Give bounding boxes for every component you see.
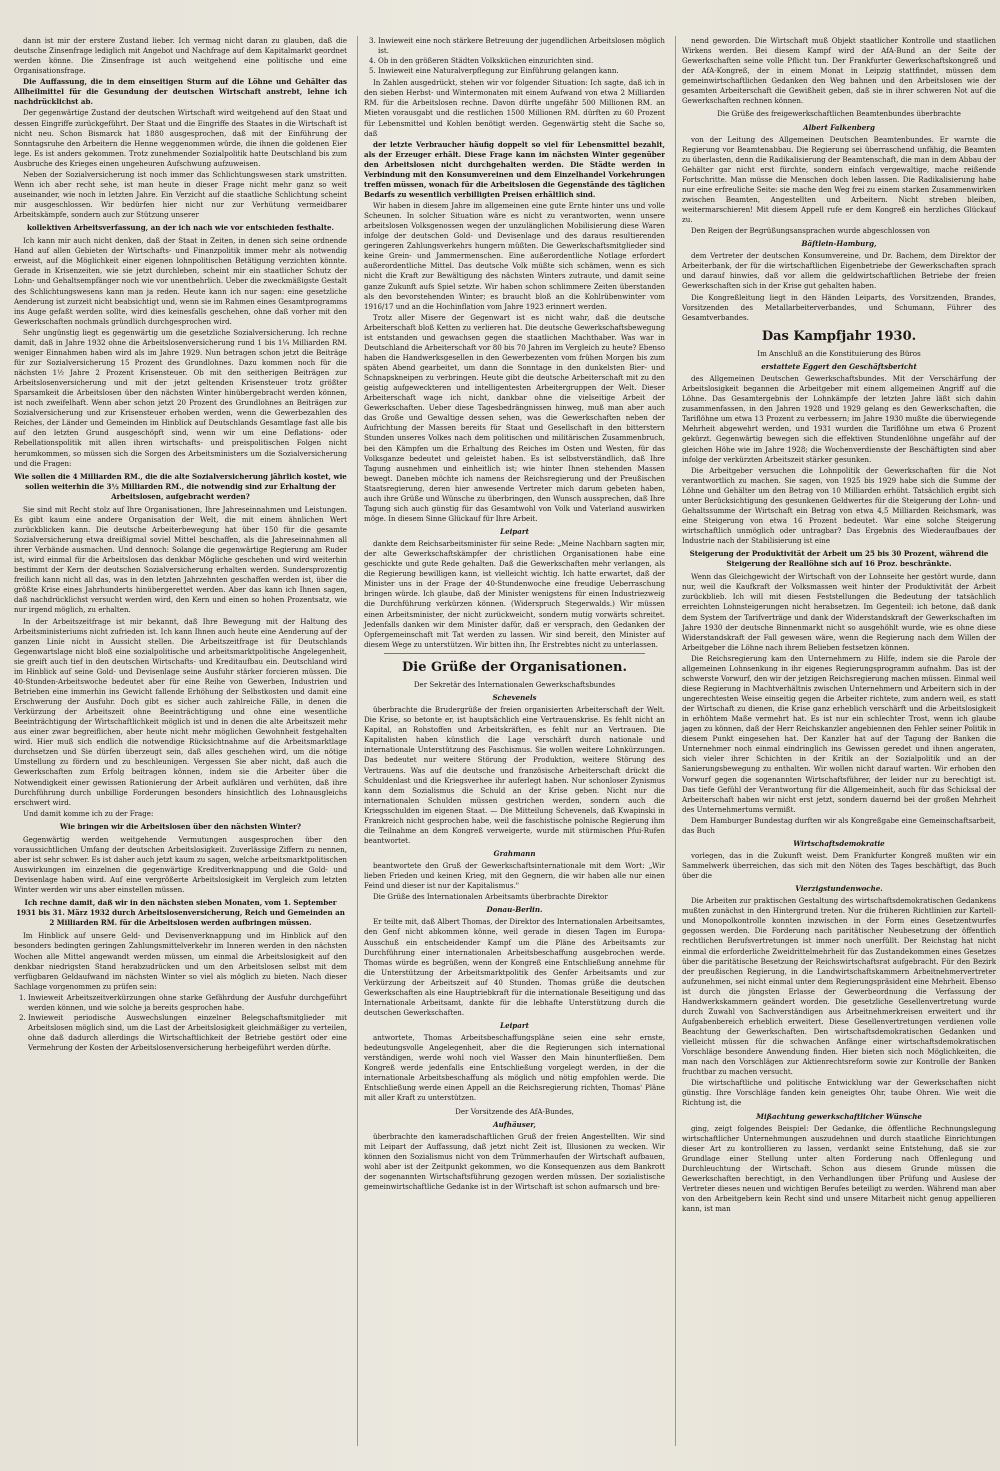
measures-list-continued: [364, 36, 665, 76]
paragraph-emphasis: Steigerung der Produktivität der Arbeit um 25 bis 30 Prozent, während die Steigerung der Reallöhne sich auf 16 Proz. beschränkte.: [689, 549, 989, 569]
speaker-name: Grahmann: [493, 849, 536, 858]
paragraph: Die Grüße des Internationalen Arbeitsamts überbrachte Direktor: [373, 892, 608, 902]
column-3: [675, 36, 996, 1446]
paragraph: dem Vertreter der deutschen Konsumvereine, und Dr. Bachem, dem Direktor der Arbeiterbank, der für die wirtschaftlichen Eigenbetriebe der Gewerkschaften sprach und darauf hinwies, daß vor allem die geldwirtschaftlichen Betriebe der freien Gewerkschaften sich in der Krise gut gehalten haben.: [682, 251, 996, 291]
paragraph: Die Grüße des freigewerkschaftlichen Beamtenbundes überbrachte: [717, 109, 961, 119]
paragraph: Die Arbeitgeber versuchen die Lohnpolitik der Gewerkschaften für die Not verantwortlich zu machen. Sie sagen, von 1925 bis 1929 habe sich die Summe der Löhne und Gehälter um den Betrag von 10 Milliarden erhöht. Tatsächlich ergibt sich unter Berücksichtigung des gesunkenen Geldwertes für die Steigerung der Lohn- und Gehaltssumme der Wirtschaft ein Betrag von etwa 4,5 Milliarden Reichsmark, was eine Steigerung von etwa 16 Prozent bedeutet. War eine solche Steigerung wirtschaftlich unmöglich oder untragbar? Das Ergebnis des Wiederaufbaues der Industrie nach der Stabilisierung ist eine: [682, 465, 996, 546]
paragraph: Trotz aller Misere der Gegenwart ist es nicht wahr, daß die deutsche Arbeiterschaft bloß Ketten zu verlieren hat. Die deutsche Gewerkschaftsbewegung ist entstanden und gewachsen gegen die staatlichen Machthaber. Was war in Deutschland die Arbeiterschaft vor 80 bis 70 Jahren im Vergleich zu heute? Ebenso haben die Handwerksgesellen in den Gewerbezenten vom frühen Morgen bis zum späten Abend gearbeitet, um dann die Sonntage in den dunkelsten Bier- und Schnapskneipen zu verbringen. Heute gibt die deutsche Arbeiterschaft mit zu den geistig aufgeweckteren und intelligentesten Arbeitergruppen der Welt. Dieser Arbeiterschaft wage ich nicht, dankbar ohne die vielseitige Arbeit der Gewerkschaften. Ueber diese Tagesbedrängnissen hinweg, muß man aber auch das Große und Gewaltige dessen sehen, was die Gewerkschaften neben der Aufrichtung der Massen bereits für Staat und Gesellschaft in den bitterstern Stunden unseres Volkes nach dem politischen und militärischen Zusammenbruch, bei den Kämpfen um die Erhaltung des Reiches im Osten und Westen, für das Volksganze bedeutet und geleistet haben. Es ist selbstverständlich, daß Ihre Tagung ausnehmen und einheitlich ist; wie hinter Ihnen stehenden Massen bewegt. Daneben möchte ich namens der Reichsregierung und der Preußischen Staatsregierung, deren hier anwesende Vertreter mich darum gebeten haben, auch ihre Grüße und Wünsche zu überbringen, den Wunsch aussprechen, daß Ihre Tagung sich auch günstig für das Gesamtwohl von Volk und Vaterland auswirken möge. In diesem Sinne Glückauf für Ihre Arbeit.: [364, 312, 665, 523]
paragraph: beantwortete den Gruß der Gewerkschaftsinternationale mit dem Wort: „Wir lieben Frieden und keinen Krieg, mit den Gegnern, die wir haben alle nur einen Feind und dieser ist nur der Kapitalismus.": [364, 861, 665, 891]
paragraph: Die wirtschaftliche und politische Entwicklung war der Gewerkschaften nicht günstig. Ihre Vorschläge fanden kein geneigtes Ohr, taube Ohren. Wie weit die Richtung ist, die: [682, 1078, 996, 1108]
paragraph: Er teilte mit, daß Albert Thomas, der Direktor des Internationalen Arbeitsamtes, den Genf nicht abkommen könne, weil gerade in diesen Tagen im Europa-Ausschuß ein entscheidender Kampf um die Pläne des Arbeitsamts zur Durchführung einer internationalen Arbeitsbeschaffung ausgebrochen werde. Thomas würde es begrüßen, wenn der Kongreß eine Entschließung annehme für die Unterstützung der Arbeitsmarktpolitik des Genfer Arbeitsamts und zur Verkürzung der Arbeitszeit auf 40 Stunden. Thomas grüße die deutschen Gewerkschaften als eine Hauptriebkraft für die internationale Beseitigung und das Internationale Arbeitsamt, dankte für die lebhafte Unterstützung durch die deutschen Gewerkschaften.: [364, 917, 665, 1017]
paragraph: Ich kann mir auch nicht denken, daß der Staat in Zeiten, in denen sich seine ordnende Hand auf allen Gebieten der Wirtschafts- und Finanzpolitik immer mehr als notwendig erweist, auf die Möglichkeit einer eigenen lohnpolitischen Betätigung verzichten könnte. Gerade in Krisenzeiten, wie sie jetzt durchleben, scheint mir ein staatlicher Schutz der Lohn- und Gehaltsempfänger noch wie vor unentbehrlich. Ueber die zweckmäßigste Gestalt des Schlichtungswesens kann man ja reden. Heute kann ich nur sagen: eine gesetzliche Aenderung ist zurzeit nicht beabsichtigt und, wenn sie im Rahmen eines Gesamtprogramms ins Auge gefaßt werden sollte, wird dies keinesfalls geschehen, ohne daß vorher mit den Gewerkschaften nochmals gründlich durchgesprochen wird.: [14, 236, 347, 326]
section-heading: Das Kampfjahr 1930.: [761, 328, 917, 344]
list-item: 4. Ob in den größeren Städten Volksküchen einzurichten sind.: [378, 56, 665, 66]
paragraph: Der Sekretär des Internationalen Gewerkschaftsbundes: [413, 680, 616, 689]
text-columns: [14, 36, 996, 1446]
speaker-name: Leipart: [500, 1021, 529, 1030]
paragraph-emphasis: der letzte Verbraucher häufig doppelt so viel für Lebensmittel bezahlt, als der Erzeuger erhält. Diese Frage kann im nächsten Winter gegenüber den Arbeitslosen nicht durchgehalten werden. Die Städte werden in Verbindung mit den Konsumvereinen und dem Einzelhandel Vorkehrungen treffen müssen, wonach für die Arbeitslosen die Gegenstände des täglichen Bedarfs zu wesentlich verbilligten Preisen erhältlich sind.: [364, 139, 665, 199]
paragraph: Sie sind mit Recht stolz auf Ihre Organisationen, Ihre Jahreseinnahmen und Leistungen. Es gibt kaum eine andere Organisation der Welt, die mit einem ähnlichen Wert zurückblicken kann. Die deutsche Arbeiterbewegung hat über 150 für die gesamte Sozialversicherung etwa dreißigmal soviel Mittel beschaffen, als die Jahreseinnahmen all ihrer Verbände ausmachen. Und dennoch: Solange die gegenwärtige Regierung am Ruder ist, wird einmal für die Arbeitslosen das denkbar Mögliche geschehen und wird weiterhin bestimmt der Kern der deutschen Sozialversicherung erhalten werden. Sundersprozentig freilich kann nicht all das, was in den letzten Jahrzehnten geschaffen werden ist, über die größte Krise eines Jahrhunderts hinübergerettet werden. Aber das kann ich Ihnen sagen, daß nachdrücklichst versucht werden wird, den Kern und einen so hohen Prozentsatz, wie nur irgend möglich, zu erhalten.: [14, 504, 347, 615]
list-item: 1. Inwieweit Arbeitszeitverkürzungen ohne starke Gefährdung der Ausfuhr durchgeführt werden können, und wie solche ja bereits gesprochen habe.: [28, 993, 347, 1013]
speaker-name: Leipart: [500, 527, 529, 536]
list-item: 5. Inwieweit eine Naturalverpflegung zur Einführung gelangen kann.: [378, 66, 665, 76]
paragraph: Dem Hamburger Bundestag durften wir als Kongreßgabe eine Gemeinschaftsarbeit, das Buch: [682, 815, 996, 835]
paragraph: Der gegenwärtige Zustand der deutschen Wirtschaft wird weitgehend auf den Staat und dessen Eingriffe zurückgeführt. Der Staat und die Eingriffe des Staates in die Wirtschaft ist nicht neu. Schon Bismarck hat 1880 ausgesprochen, daß mit der Einführung der Sonntagsruhe den Arbeitern die Henne weggenommen würde, die ihnen die goldenen Eier lege. Es ist anders gekommen. Trotz zunehmender Sozialpolitik hatte Deutschland bis zum Ausbruche des Krieges einen ungeheuren Aufschwung aufzuweisen.: [14, 108, 347, 168]
paragraph: Gegenwärtig werden weitgehende Vermutungen ausgesprochen über den voraussichtlichen Umfang der deutschen Arbeitslosigkeit. Zuverlässige Ziffern zu nennen, aber ist sehr schwer. Es ist daher auch jetzt kaum zu sagen, welche arbeitsmarktpolitischen Auswirkungen im einzelnen die gegenwärtige Kreditverknappung und die Gold- und Devisenlage haben wird. Auf eine vergrößerte Arbeitslosigkeit im Vergleich zum letzten Winter werden wir uns aber einstellen müssen.: [14, 834, 347, 895]
paragraph: dann ist mir der erstere Zustand lieber. Ich vermag nicht daran zu glauben, daß die deutsche Zinsenfrage lediglich mit Angebot und Nachfrage auf dem Kapitalmarkt geordnet werden könne. Die Zinsenfrage ist auch weitgehend eine politische und eine Organisationsfrage.: [14, 36, 347, 76]
paragraph: nend geworden. Die Wirtschaft muß Objekt staatlicher Kontrolle und staatlichen Wirkens werden. Bei diesem Kampf wird der AfA-Bund an der Seite der Gewerkschaften seine volle Pflicht tun. Der Frankfurter Gewerkschaftskongreß und der AfA-Kongreß, der in einem Monat in Leipzig stattfindet, müssen dem gemeinwirtschaftlichen Gedanken den Weg bahnen und den Arbeitslosen wie der gesamten Arbeiterschaft die Gewißheit geben, daß sie in ihrer schweren Not auf die Gewerkschaften rechnen können.: [682, 36, 996, 106]
speaker-name: Bäſtlein-Hamburg,: [801, 239, 877, 249]
paragraph: von der Leitung des Allgemeinen Deutschen Beamtenbundes. Er warnte die Regierung vor Beamtenabbau. Die Regierung sei überraschend unfähig, die Beamten zu überlasten, denn die Radikalisierung der Beamtenschaft, die man in dem Abbau der Gehälter gar nicht erst fürchte, sondern einfach vergewaltige, mache reißende Fortschritte. Man müsse die Menschen doch leben lassen. Die Radikalisierung habe nur eine erfreuliche Seite: sie mache den Weg frei zu einem starken Zusammenwirken zwischen Beamten, Angestellten und Arbeitern. Nicht streben bleiben, weitermarschieren! Mit diesem Appell rufe er dem Kongreß ein herzliches Glückauf zu.: [682, 134, 996, 225]
column-1: [14, 36, 347, 1446]
paragraph-emphasis: Die Auffassung, die in dem einseitigen Sturm auf die Löhne und Gehälter das Allheilmittel für die Gesundung der deutschen Wirtschaft anstrebt, lehne ich nachdrücklichst ab.: [14, 77, 347, 107]
paragraph: ging, zeigt folgendes Beispiel: Der Gedanke, die öffentliche Rechnungslegung wirtschaftlicher Unternehmungen auszudehnen und durch staatliche Einrichtungen dieser Art zu kontrollieren zu lassen, verdankt seine Entstehung, daß sie zur Grundlage einer Stellung unter alten Forderung nach Offenlegung und Durchleuchtung der Wirtschaft. Schon aus diesem Grunde müssen die Gewerkschaften berechtigt, in den Verhandlungen über Prüfung und Auslese der Vertreter dieses neuen und wichtigen Berufes beteiligt zu werden. Während man aber von den Arbeitgebern kein Recht sind und unsere Mitarbeit nicht genug appellieren kann, ist man: [682, 1123, 996, 1214]
speaker-name: Schevenels: [492, 693, 537, 703]
paragraph: Wenn das Gleichgewicht der Wirtschaft von der Lohnseite her gestört wurde, dann nur, weil die Kaufkraft der Volksmassen weit hinter der Produktivität der Arbeit zurückblieb. Ich will mit diesen Feststellungen die Bedeutung der tatsächlich erreichten Lohnsteigerungen nicht herabsetzen. Im Gegenteil: ich betone, daß dank dem System der Tarifverträge und dank der Widerstandskraft der Gewerkschaften im Jahre 1930 der deutsche Binnenmarkt nicht so ausgehöhlt wurde, wie es ohne diese Widerstandskraft der Fall gewesen wäre, wenn die Regierung nach dem Willen der Arbeitgeber die Löhne nach ihrem Belieben festsetzen können.: [682, 572, 996, 652]
speaker-name: Albert Falkenberg: [803, 122, 875, 132]
paragraph: Den Reigen der Begrüßungsansprachen wurde abgeschlossen von: [691, 226, 931, 236]
paragraph: Im Anschluß an die Konstituierung des Büros: [757, 348, 921, 358]
book-title: Vierzigstundenwoche.: [795, 884, 883, 894]
speaker-name: Donau-Berlin.: [486, 905, 543, 915]
paragraph: Im Hinblick auf unsere Geld- und Devisenverknappung und im Hinblick auf den besonders bedingten geringen Zahlungsmittelverkehr im Inneren werden in den nächsten Wochen alle Mittel angewandt werden müssen, um einmal die Arbeitslosigkeit auf den denkbar niedrigsten Stand herabzudrücken und um den Arbeitslosen selbst mit dem verfügbaren Geldaufwand im nächsten Winter so viel als möglich zu bieten. Nach dieser Sachlage vorgenommen zu prüfen sein:: [14, 931, 347, 991]
column-2: [357, 36, 665, 1446]
speaker-name: erstattete Eggert den Geschäftsbericht: [761, 362, 917, 371]
paragraph: antwortete, Thomas Arbeitsbeschaffungspläne seien eine sehr ernste, bedeutungsvolle Angelegenheit, aber die die Regierungen sich international verständigen, werde wohl noch viel Wasser den Main hinunterfließen. Dem Kongreß werde jedenfalls eine Entschließung vorgelegt werden, in der die internationale Arbeitsbeschaffung als möglich und nötig empfohlen werde. Die Entschließung werde einen Appell an die Reichsregierung richten, Thomas' Pläne mit aller Kraft zu unterstützen.: [364, 1033, 665, 1103]
paragraph-emphasis: kollektiven Arbeitsverfassung, an der ich nach wie vor entschieden festhalte.: [27, 223, 334, 233]
question-heading: Wie bringen wir die Arbeitslosen über den nächsten Winter?: [59, 821, 301, 831]
paragraph: Der Vorsitzende des AfA-Bundes,: [455, 1106, 574, 1116]
paragraph: In Zahlen ausgedrückt, stehen wir vor folgender Situation: Ich sagte, daß ich in den sieben Herbst- und Wintermonaten mit einem Aufwand von etwa 2 Milliarden RM. für die Arbeitslosen rechne. Davon dürfte ungefähr 500 Millionen RM. an Mieten vorausgabt und die restlichen 1500 Millionen RM. dürften zu 60 Prozent für Lebensmittel und Kohlen benötigt werden. Gegenwärtig steht die Sache so, daß: [364, 78, 665, 138]
paragraph: Wir haben in diesem Jahre im allgemeinen eine gute Ernte hinter uns und volle Scheunen. In solcher Situation wäre es nicht zu verantworten, wenn unsere arbeitslosen Volksgenossen wegen der unzulänglichen Mobilisierung diese Waren infolge der deutschen Gold- und Devisenlage und des daraus resultierenden geringeren Zahlungsverkehrs hungern müßten. Die Gewerkschaftsmitglieder sind keine Grein- und Jammermenschen. Eine außerordentliche Notlage erfordert außerordentliche Mittel. Das deutsche Volk müßte sich schämen, wenn es sich nicht die Kraft zur Bewältigung des nächsten Winters zutraute, und damit seine ganze Zukunft aufs Spiel setzte. Wir haben schon schlimmere Zeiten überstanden als den bevorstehenden Winter; es braucht bloß an die Kohlrübenwinter vom 1916/17 und an die Hochinflation vom Jahre 1923 erinnert werden.: [364, 201, 665, 311]
measures-list: [14, 993, 347, 1053]
paragraph: In der Arbeitszeitfrage ist mir bekannt, daß Ihre Bewegung mit der Haltung des Arbeitsministeriums nicht zufrieden ist. Ich kann Ihnen auch heute eine Aenderung auf der ganzen Linie nicht in Aussicht stellen. Die Arbeitszeitfrage ist für Deutschlands Gegenwartslage nicht bloß eine sozialpolitische und arbeitsmarktpolitische Angelegenheit, sie greift auch tief in den deutschen Wirtschafts- und Kreditaufbau ein. Deutschland wird im Hinblick auf seine Gold- und Devisenlage seine Ausfuhr stärker forcieren müssen. Die 40-Stunden-Arbeitswoche bedeutet aber für eine Reihe von Gewerben, Industrien und Betrieben eine immerhin ins Gewicht fallende Erhöhung der Selbstkosten und damit eine Erschwerung der Ausfuhr. Doch gibt es sicher auch zahlreiche Fälle, in denen die Verkürzung der Arbeitszeit ohne Beeinträchtigung und ohne eine wesentliche Beeinträchtigung der Wirtschaftlichkeit möglich ist und in denen die alte Arbeitszeit mehr aus einer zwar begreiflichen, aber heute nicht mehr möglichen Gewohnheit festgehalten wird. Hier muß sich endlich die notwendige Rücksichtnahme auf die Arbeitsmarktlage durchsetzen und Sie dürfen überzeugt sein, daß alles geschehen wird, um die nötige Umstellung zu fördern und zu beschleunigen. Vergessen Sie aber nicht, daß auch die Gewerkschaften zum Erfolg beitragen können, indem sie die Arbeiter über die Notwendigkeit einer gewissen Rationierung der Arbeit aufklären und verhüten, daß ihre Durchführung durch unbillige Forderungen besonders hinsichtlich des Lohnausgleichs erschwert wird.: [14, 616, 347, 807]
subheading: Mißachtung gewerkschaftlicher Wünsche: [756, 1111, 922, 1121]
list-item: 3. Inwieweit eine noch stärkere Betreuung der jugendlichen Arbeitslosen möglich ist.: [378, 36, 665, 56]
section-heading: Die Grüße der Organisationen.: [402, 659, 627, 675]
paragraph: Die Kongreßleitung liegt in den Händen Leiparts, des Vorsitzenden, Brandes, Vorsitzenden des Metallarbeiterverbandes, und Schumann, Führer des Gesamtverbandes.: [682, 292, 996, 322]
paragraph: Die Arbeiten zur praktischen Gestaltung des wirtschaftsdemokratischen Gedankens mußten zunächst in den Hintergrund treten. Nur die früheren Richtlinien zur Kartell- und Monopolkontrolle konnten inzwischen in der Form eines Gesetzentwurfes gegossen werden. Die Forderung nach paritätischer Neubesetzung der öffentlich rechtlichen Berufsvertretungen ist immer noch unerfüllt. Der Reichstag hat nicht einmal die erforderliche Zweidrittelmehrheit für das Zustandekommen eines Gesetzes über die paritätische Besetzung der Reichswirtschaftsrat aufgebracht. Für den Bezirk der preußischen Regierung, in die Landwirtschaftskammern Arbeitnehmervertreter aufzunehmen, sei nicht einmal unter dem Regierungspräsident eine Mehrheit. Ebenso ist durch die jüngsten Erlasse der Gewerbeordnung die Verfassung der Handwerkskammern geändert worden. Die gesetzliche Gesellenvertretung wurde durch Zuwahl von Sachverständigen aus Arbeitnehmerkreisen erweitert und ihr Aufgabenbereich erheblich erweitert. Diese Gesellenvertretungen verdienen volle Beachtung der Gewerkschaften. Den wirtschaftsdemokratischen Gedanken und vielleicht müssen für die schwachen Anfänge einer wirtschaftsdemokratischen Vorschläge besondere Anwendung finden. Hier bieten sich noch Möglichkeiten, die man nach den Vorschlägen zur Aktienrechtsreform sowie zur Kontrolle der Banken fruchtbar zu machen versucht.: [682, 896, 996, 1077]
divider: [384, 653, 645, 654]
speaker-name: Aufhäuser,: [493, 1119, 536, 1129]
book-title: Wirtschaftsdemokratie: [793, 838, 885, 848]
paragraph: überbrachte die Brudergrüße der freien organisierten Arbeiterschaft der Welt. Die Krise, so betonte er, ist hauptsächlich eine Vertrauenskrise. Es fehlt nicht an Kapital, an Rohstoffen und Arbeitskräften, es fehlt nur an Vertrauen. Die Kapitalisten haben künstlich die Lage verschärft durch nationale und internationale Unterstützung des Faschismus. Sie wollen weitere Lohnkürzungen. Das bedeutet nur weitere Störung der Produktion, weitere Störung des Vertrauens. Was auf die deutsche und französische Arbeiterschaft drückt die Schuldenlast und die Kriegsverhee ihr auferlegt haben. Nur schonloser Zynismus kann dem Sozialismus die Schuld an der Krise geben. Nicht nur die internationalen Schulden müssen gestrichen werden, sondern auch die Kriegsschulden im eigenen Staat. — Die Mitteilung Schevenels, daß Kwapinski in Frankreich nicht gesprochen habe, weil die faschistische polnische Regierung ihm die Teilnahme an dem Kongreß verweigerte, wurde mit stürmischen Pfui-Rufen beantwortet.: [364, 705, 665, 845]
paragraph: Und damit komme ich zu der Frage:: [23, 808, 154, 818]
paragraph: dankte dem Reichsarbeitsminister für seine Rede: „Meine Nachbarn sagten mir, der alte Gewerkschaftskämpfer der christlichen Organisationen habe eine geschickte und gute Rede gehalten. Daß die Gewerkschaften mehr verlangen, als die Regierung bewilligen kann, ist vielleicht wichtig. Ich hatte erwartet, daß der Minister uns in der Frage der 40-Stundenwoche eine freudige Ueberraschung bringen würde. Ich glaube, daß der Minister wenigstens für einen Industriezweig die Durchführung verkürzen können. (Widerspruch Stegerwalds.) Wir müssen einen Arbeitsminister, der nicht zurückweicht, sondern mutig vorwärts schreitet. Jedenfalls danken wir dem Minister dafür, daß er versprach, den Gedanken der Opfergemeinschaft mit Tat werden zu lassen. Wir sind bereit, den Minister auf diesem Wege zu unterstützen. Wir bitten ihn, Ihr Erstrebtes nicht zu unterlassen.: [364, 539, 665, 649]
paragraph: vorlegen, das in die Zukunft weist. Dem Frankfurter Kongreß mußten wir ein Sammelwerk überreichen, das sich mit den Nöten des Tages beschäftigt, das Buch über die: [682, 850, 996, 881]
paragraph: Sehr ungünstig liegt es gegenwärtig um die gesetzliche Sozialversicherung. Ich rechne damit, daß in Jahre 1932 ohne die Arbeitslosenversicherung rund 1 bis 1¼ Milliarden RM. weniger Einnahmen haben wird als im Jahre 1929. Nun betragen schon jetzt die Beiträge für zur Sozialversicherung 15 Prozent des Grundlohnes. Dazu kommen noch für die nächsten 1½ Jahre 2 Prozent Krisensteuer. Ob mit den seitherigen Beiträgen zur Arbeitslosenversicherung und mit der jetzt geltenden Krisensteuer trotz größter Sparsamkeit die Arbeitslosen über den nächsten Winter hinübergebracht werden können, ist noch zweifelhaft. Wenn aber schon jetzt 20 Prozent des Grundlohnes an Beiträgen zur Sozialversicherung und zur Krisensteuer erhoben werden, wenn die Gewerbezahlen des Reiches, der Länder und Gemeinden im Hinblick auf Deutschlands Gesamtlage fast alle bis auf den letzten Grund ausgeschöpft sind, wenn wir um eine Deflations- oder Rebellationspolitik mit allen ihren wirtschafts- und preispolitischen Folgen nicht herumkommen, so müssen sich die Sorgen des Arbeitsministers um die Sozialversicherung und die Fragen:: [14, 327, 347, 468]
paragraph: Die Reichsregierung kam den Unternehmern zu Hilfe, indem sie die Parole der allgemeinen Lohnsenkung in ihr eigenes Regierungsprogramm aufnahm. Das ist der schwerste Vorwurf, den wir der jetzigen Reichsregierung machen müssen. Einmal weil diese Regierung in Machtverhältnis zwischen Unternehmern und Arbeitern sich in der ungerechtesten Weise einseitig gegen die Arbeiter richtete, zum andern weil, es statt der Wirtschaft zu dienen, die Krise ganz erheblich verschärft und die Arbeitslosigkeit in erhöhtem Maße vermehrt hat. Es ist nur ein schlechter Trost, wenn ich glaube jagen zu können, daß der Herr Reichskanzler angebiennen den Fehler seiner Politik in diesem Punkt eingesehen hat. Der Kanzler hat auf der Tagung der Banken die Unternehmer noch einmal eindringlich ins Gewissen geredet und ihnen angeraten, sich vieler ihrer Schichten in der Kritik an der Sozialpolitik und an der Sanierungsbewegung zu enthalten. Wir wollen nicht darauf warten. Wir erhoben den Vorwurf gegen die sogenannten Wirtschaftsführer, der leider nur zu berechtigt ist. Das tiefe Gefühl der Verantwortung für die Allgemeinheit, auch für das Schicksal der Arbeiterschaft haben wir nicht erst jetzt, sondern dauernd bei der großen Mehrheit des Unternehmertums vermißt.: [682, 653, 996, 814]
paragraph: des Allgemeinen Deutschen Gewerkschaftsbundes. Mit der Verschärfung der Arbeitslosigkeit begannen die Arbeitgeber mit einem allgemeinen Angriff auf die Löhne. Das Gesamtergebnis der Lohnkämpfe der letzten Jahre läßt sich dahin zusammenfassen, in den Jahren 1928 und 1929 gelang es den Gewerkschaften, die Tariflöhne um etwa 13 Prozent zu verbessern; im Jahre 1930 mußte die überwiegende Mehrheit abgewehrt werden, und 1931 wurden die Tariflöhne um etwa 6 Prozent gekürzt. Gegenwärtig bewegen sich die effektiven Stundenlöhne ungefähr auf der gleichen Höhe wie im Jahre 1928; die Wochenverdienste der Beschäftigten sind aber infolge der verkürzten Arbeitszeit stärker gesunken.: [682, 374, 996, 464]
paragraph: überbrachte den kameradschaftlichen Gruß der freien Angestellten. Wir sind mit Leipart der Auffassung, daß jetzt nicht Zeit ist, Illusionen zu wecken. Wir können den Sozialismus nicht von dem Trümmerhaufen der Wirtschaft aufbauen, wohl aber ist der Zeitpunkt gekommen, wo die Konsequenzen aus dem Bankrott der sogenannten Wirtschaftsführung gezogen werden müssen. Der sozialistische gemeinwirtschaftliche Gedanke ist in der Wirtschaft ist schon aufmarsch und bre-: [364, 1131, 665, 1191]
paragraph: Neben der Sozialversicherung ist noch immer das Schlichtungswesen stark umstritten. Wenn ich aber recht sehe, ist man heute in dieser Frage nicht mehr ganz so weit auseinander, wie noch in letzten Jahre. Ein Verzicht auf die staatliche Schlichtung scheint mir ausgeschlossen. Wir bedürfen hier nicht nur zur Verhütung vermeidbarer Arbeitskämpfe, sondern auch zur Stützung unserer: [14, 169, 347, 220]
paragraph-emphasis: Ich rechne damit, daß wir in den nächsten sieben Monaten, vom 1. September 1931 bis 31. März 1932 durch Arbeitslosenversicherung, Reich und Gemeinden an 2 Milliarden RM. für die Arbeitslosen werden aufbringen müssen.: [16, 898, 345, 928]
question-heading: Wie sollen die 4 Milliarden RM., die die alte Sozialversicherung jährlich kostet, wie sollen weiterhin die 3½ Milliarden RM., die notwendig sind zur Erhaltung der Arbeitslosen, aufgebracht werden?: [14, 471, 347, 501]
list-item: 2. Inwieweit periodische Auswechslungen einzelner Belegschaftsmitglieder mit Arbeitslosen möglich sind, um die Last der Arbeitslosigkeit gleichmäßiger zu verteilen, ohne daß dadurch allerdings die Wirtschaftlichkeit der Betriebe gestört oder eine Vermehrung der Kosten der Arbeitslosenversicherung herbeigeführt werden dürfte.: [28, 1013, 347, 1053]
